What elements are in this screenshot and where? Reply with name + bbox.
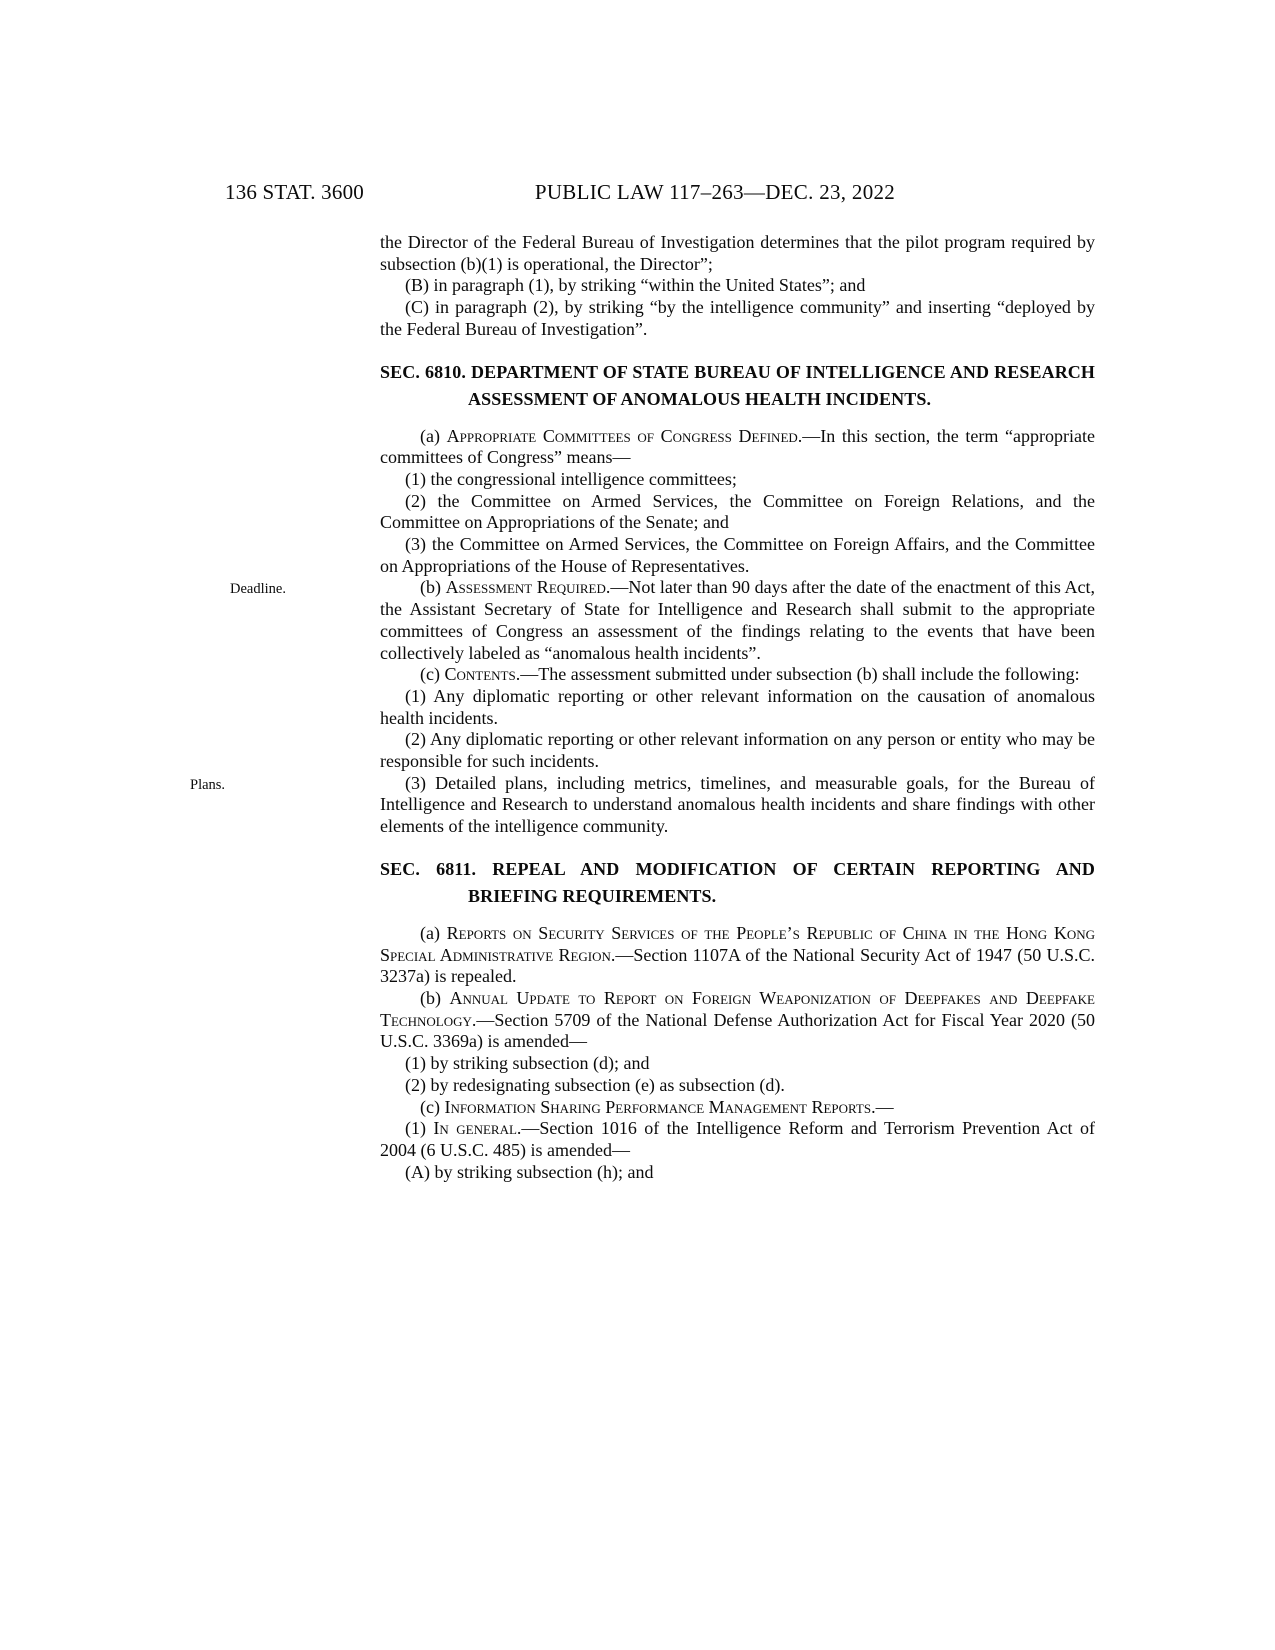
text-run: .—In this section, the term “appropriate committees of Congress” means— xyxy=(380,425,1095,468)
page-number: 136 STAT. 3600 xyxy=(225,180,364,204)
para-6810-a xyxy=(380,426,1095,469)
text-run: (3) Detailed plans, including metrics, timelines, and measurable goals, for the Bureau of Intelligence and Research to understand anomalous health incidents and share findings with other elements of the intelligence community. xyxy=(380,772,1095,837)
text-run: .—Section 5709 of the National Defense Authorization Act for Fiscal Year 2020 (50 U.S.C. 3369a) is amended— xyxy=(380,1009,1095,1052)
small-caps-run: Assessment Required xyxy=(445,577,606,598)
para-6810-a1: (1) the congressional intelligence committees; xyxy=(405,468,737,489)
margin-note-plans: Plans. xyxy=(190,776,226,793)
small-caps-run: Information Sharing Performance Management Reports xyxy=(444,1096,872,1117)
para-subparagraph-C: (C) in paragraph (2), by striking “by the intelligence community” and inserting “deployed by the Federal Bureau of Investigation”. xyxy=(380,297,1095,339)
para-6811-b1: (1) by striking subsection (d); and xyxy=(405,1053,650,1074)
small-caps-run: Appropriate Committees of Congress Defined xyxy=(446,425,798,446)
section-heading-6810: SEC. 6810. DEPARTMENT OF STATE BUREAU OF INTELLIGENCE AND RESEARCH ASSESSMENT OF ANOMALOUS HEALTH INCIDENTS. xyxy=(380,361,1095,409)
para-6810-c xyxy=(380,664,1095,686)
margin-note-deadline: Deadline. xyxy=(230,581,286,598)
text-run: .—Section 1016 of the Intelligence Reform and Terrorism Prevention Act of 2004 (6 U.S.C. 485) is amended— xyxy=(380,1118,1095,1160)
text-run: .—The assessment submitted under subsection (b) shall include the following: xyxy=(515,664,1080,685)
para-6810-c2: (2) Any diplomatic reporting or other relevant information on any person or entity who may be responsible for such incidents. xyxy=(380,729,1095,772)
small-caps-run: In general xyxy=(433,1118,517,1139)
para-6810-c1: (1) Any diplomatic reporting or other relevant information on the causation of anomalous health incidents. xyxy=(380,685,1095,728)
para-6811-b2: (2) by redesignating subsection (e) as subsection (d). xyxy=(405,1074,785,1095)
text-run: (c) xyxy=(420,664,445,685)
text-run: .—Section 1107A of the National Security Act of 1947 (50 U.S.C. 3237a) is repealed. xyxy=(380,944,1095,987)
para-6810-b xyxy=(230,577,1095,664)
para-continuation-intro: the Director of the Federal Bureau of Investigation determines that the pilot program required by subsection (b)(1) is operational, the Director”; xyxy=(380,232,1095,274)
para-6810-c3 xyxy=(190,772,1095,838)
text-run: (c) xyxy=(420,1096,445,1117)
text-run: .—Not later than 90 days after the date of the enactment of this Act, the Assistant Secretary of State for Intelligence and Research shall submit to the appropriate committees of Congress an assessment of the findings relating to the events that have been collectively labeled as “anomalous health incidents”. xyxy=(380,577,1095,663)
running-head: PUBLIC LAW 117–263—DEC. 23, 2022 xyxy=(534,180,896,204)
para-6811-c xyxy=(380,1097,1095,1119)
para-6811-a xyxy=(380,923,1095,988)
statute-text-column xyxy=(190,232,1095,1183)
para-6811-c1 xyxy=(380,1118,1095,1161)
para-subparagraph-B: (B) in paragraph (1), by striking “within the United States”; and xyxy=(405,275,866,296)
small-caps-run: Reports on Security Services of the People’s Republic of China in the Hong Kong Special Administrative Region xyxy=(380,922,1095,965)
section-heading-6811: SEC. 6811. REPEAL AND MODIFICATION OF CERTAIN REPORTING AND BRIEFING REQUIREMENTS. xyxy=(380,858,1095,906)
small-caps-run: Contents xyxy=(444,664,516,685)
para-6810-a2: (2) the Committee on Armed Services, the Committee on Foreign Relations, and the Committee on Appropriations of the Senate; and xyxy=(380,490,1095,533)
text-run: (b) xyxy=(420,577,446,598)
para-6811-c1A: (A) by striking subsection (h); and xyxy=(405,1161,654,1182)
para-6811-b xyxy=(380,988,1095,1053)
text-run: (a) xyxy=(420,425,447,446)
text-run: .— xyxy=(871,1096,894,1117)
text-run: (b) xyxy=(420,987,450,1008)
text-run: (1) xyxy=(405,1118,434,1139)
small-caps-run: Annual Update to Report on Foreign Weaponization of Deepfakes and Deepfake Technology xyxy=(380,987,1095,1030)
para-6810-a3: (3) the Committee on Armed Services, the Committee on Foreign Affairs, and the Committee on Appropriations of the House of Representatives. xyxy=(380,534,1095,576)
text-run: (a) xyxy=(420,922,447,943)
